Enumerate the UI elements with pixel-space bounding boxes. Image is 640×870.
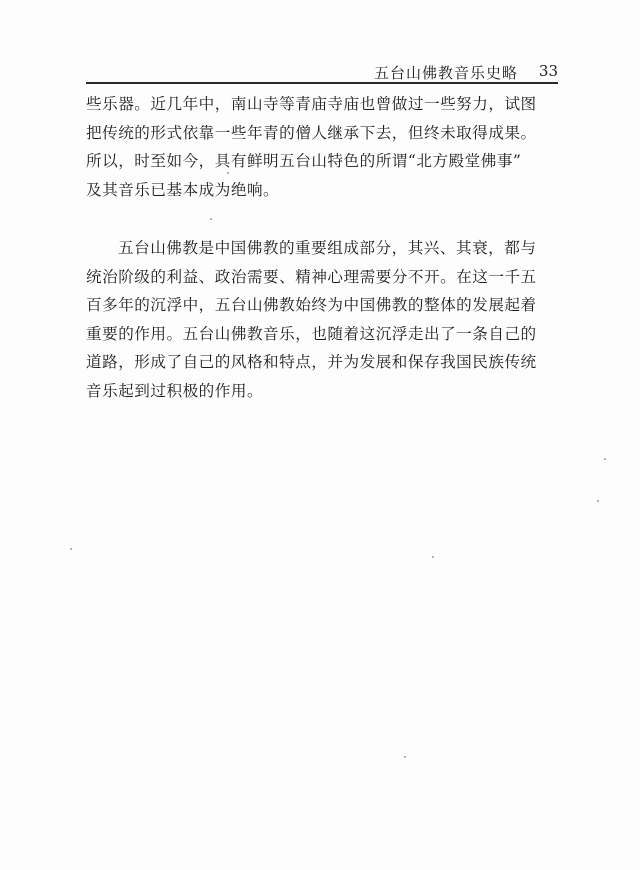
text-line: 及其音乐已基本成为绝响。 [86, 180, 280, 199]
text-line: 些乐器。近几年中，南山寺等青庙寺庙也曾做过一些努力，试图 [86, 95, 537, 113]
text-line: 音乐起到过积极的作用。 [86, 381, 264, 400]
text-line: 重要的作用。五台山佛教音乐，也随着这沉浮走出了一条自己的 [86, 324, 537, 343]
running-title: 五台山佛教音乐史略 [373, 64, 518, 82]
text-line: 把传统的形式依靠一些年青的僧人继承下去，但终未取得成果。 [86, 123, 537, 142]
text-line: 所以，时至如今，具有鲜明五台山特色的所谓“北方殿堂佛事” [86, 152, 522, 171]
scan-speck [70, 548, 72, 550]
scan-speck [404, 756, 406, 758]
scan-speck [597, 500, 599, 502]
text-line: 百多年的沉浮中，五台山佛教始终为中国佛教的整体的发展起着 [86, 296, 537, 315]
paragraph-1 [86, 90, 562, 204]
scan-speck [227, 172, 229, 174]
scan-speck [432, 556, 434, 558]
text-line: 道路，形成了自己的风格和特点，并为发展和保存我国民族传统 [86, 353, 537, 372]
text-line: 五台山佛教是中国佛教的重要组成部分，其兴、其衰，都与 [118, 239, 537, 257]
paragraph-2 [86, 234, 562, 406]
scan-speck [604, 458, 606, 460]
text-line: 统治阶级的利益、政治需要、精神心理需要分不开。在这一千五 [86, 267, 537, 286]
page-number: 33 [538, 62, 558, 80]
scan-speck [210, 218, 212, 220]
running-header [86, 60, 558, 84]
